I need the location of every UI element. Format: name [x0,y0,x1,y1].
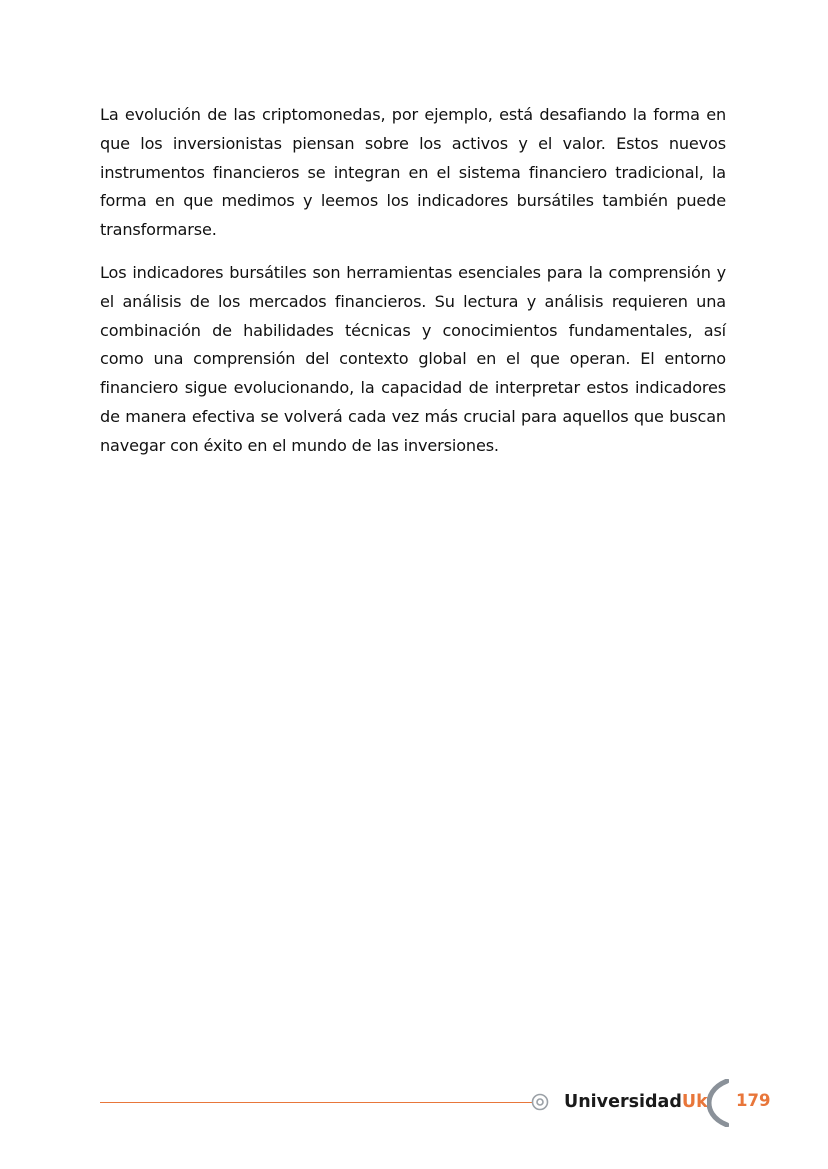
page-body [100,101,726,475]
brand-logo [564,1090,708,1114]
brand-name: Universidad [564,1092,682,1112]
paragraph-2: Los indicadores bursátiles son herramientas esenciales para la comprensión y el análisis de los mercados financieros. Su lectura y análisis requieren una combinación de habilidades técnicas y conocimientos fundamentales, así como una comprensión del contexto global en el que operan. El entorno financiero sigue evolucionando, la capacidad de interpretar estos indicadores de manera efectiva se volverá cada vez más crucial para aquellos que buscan navegar con éxito en el mundo de las inversiones. [100,262,726,455]
paragraph-1: La evolución de las criptomonedas, por ejemplo, está desafiando la forma en que los inversionistas piensan sobre los activos y el valor. Estos nuevos instrumentos financieros se integran en el sistema financiero tradicional, la forma en que medimos y leemos los indicadores bursátiles también puede transformarse. [100,105,726,240]
bracket-decoration-icon [707,1079,729,1127]
brand-accent: Uk [681,1092,708,1112]
footer-divider [100,1102,532,1103]
target-icon [531,1093,549,1111]
page-number: 179 [736,1091,771,1110]
